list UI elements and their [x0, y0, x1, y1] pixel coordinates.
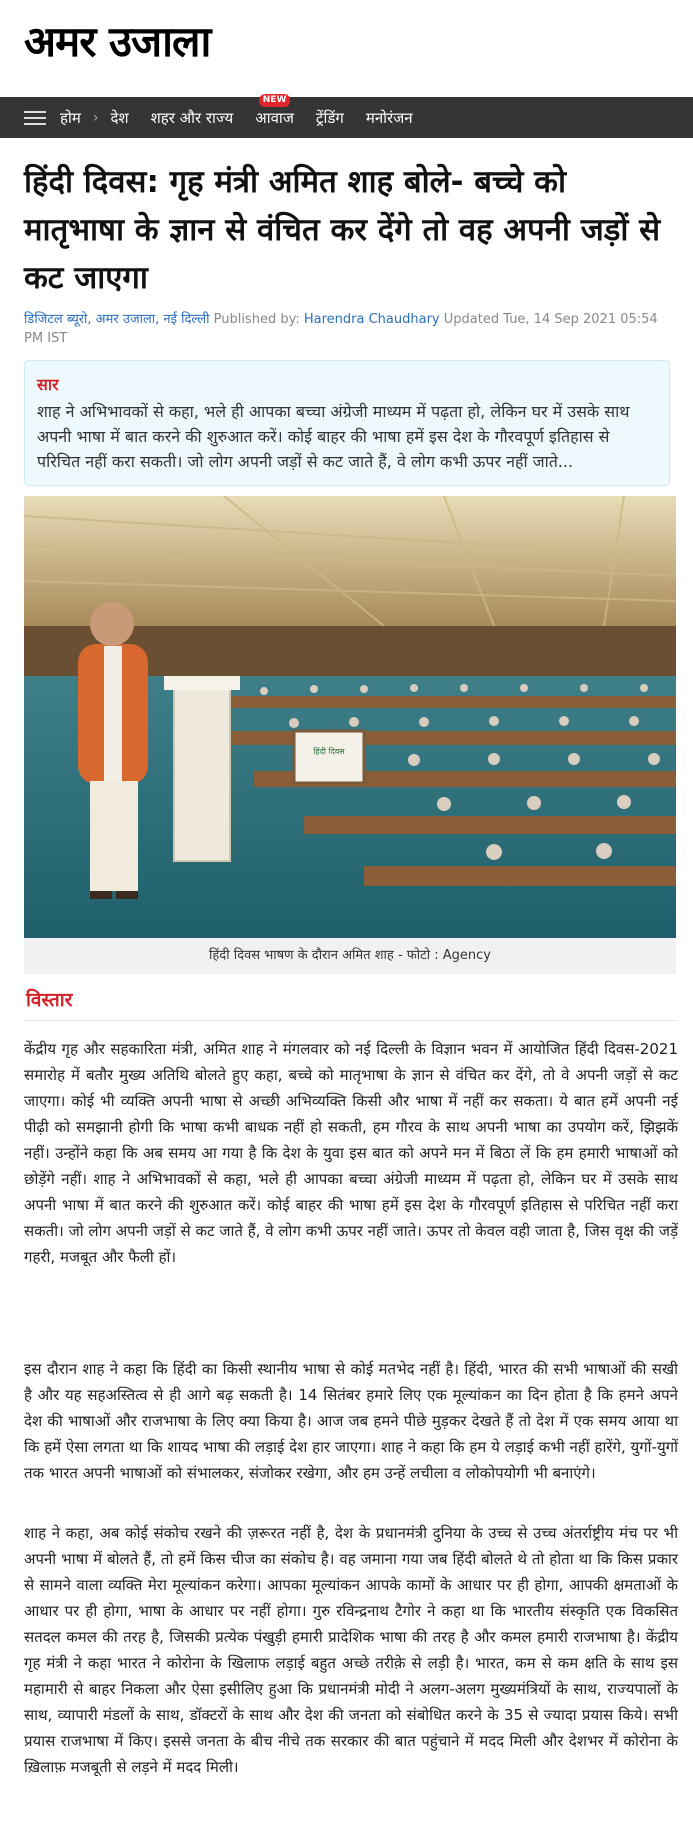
main-navbar [0, 94, 693, 138]
nav-trending[interactable]: ट्रेंडिंग [315, 108, 344, 127]
nav-awaaz[interactable] [255, 94, 294, 128]
nav-manoranjan[interactable]: मनोरंजन [365, 108, 413, 127]
nav-home[interactable]: होम [60, 108, 81, 127]
nav-awaaz-label: आवाज [255, 108, 294, 127]
article-headline: हिंदी दिवस: गृह मंत्री अमित शाह बोले- बच्चे को मातृभाषा के ज्ञान से वंचित कर देंगे तो वह अपनी जड़ों से कट जाएगा [24, 164, 661, 296]
article-photo[interactable] [24, 496, 676, 938]
summary-box [24, 360, 670, 486]
site-logo[interactable]: अमर उजाला [24, 17, 211, 66]
poster-text: हिंदी दिवस [313, 747, 345, 756]
updated-timestamp: Updated Tue, 14 Sep 2021 05:54 PM IST [24, 312, 658, 346]
details-heading: विस्तार [26, 989, 73, 1011]
nav-shahar-aur-rajya[interactable]: शहर और राज्य [150, 108, 234, 127]
nav-desh[interactable]: देश [110, 108, 129, 127]
bureau-link[interactable]: डिजिटल ब्यूरो, अमर उजाला, नई दिल्ली [24, 312, 210, 327]
author-link[interactable]: Harendra Chaudhary [303, 312, 440, 327]
image-caption: हिंदी दिवस भाषण के दौरान अमित शाह - फोटो : Agency [24, 938, 676, 974]
published-by-label: Published by: [213, 312, 300, 327]
menu-icon[interactable] [24, 111, 46, 125]
article-byline [24, 310, 664, 348]
summary-text: शाह ने अभिभावकों से कहा, भले ही आपका बच्चा अंग्रेजी माध्यम में पढ़ता हो, लेकिन घर में उसके साथ अपनी भाषा में बात करने की शुरुआत करें। कोई बाहर की भाषा हमें इस देश के गौरवपूर्ण इतिहास से परिचित नहीं करा सकती। जो लोग अपनी जड़ों से कट जाते हैं, वे लोग कभी ऊपर नहीं जाते... [37, 402, 630, 471]
article-paragraph-1: केंद्रीय गृह और सहकारिता मंत्री, अमित शाह ने मंगलवार को नई दिल्ली के विज्ञान भवन में आयोजित हिंदी दिवस-2021 समारोह में बतौर मुख्य अतिथि बोलते हुए कहा, बच्चे को मातृभाषा के ज्ञान से वंचित कर देंगे, तो वे अपनी जड़ों से कट जाएगा। कोई भी व्यक्ति अपनी भाषा से अच्छी अभिव्यक्ति किसी और भाषा में नहीं कर सकता। ये बात हमें अपनी नई पीढ़ी को समझानी होगी कि भाषा कभी बाधक नहीं हो सकती, हम गौरव के साथ अपनी भाषा का उपयोग करें, झिझकें नहीं। उन्होंने कहा कि अब समय आ गया है कि देश के युवा इस बात को अपने मन में बिठा लें कि हम हमारी भाषाओं को छोड़ेंगे नहीं। शाह ने अभिभावकों से कहा, भले ही आपका बच्चा अंग्रेजी माध्यम में पढ़ता हो, लेकिन घर में उसके साथ अपनी भाषा में बात करने की शुरुआत करें। कोई बाहर की भाषा हमें इस देश के गौरवपूर्ण इतिहास से परिचित नहीं करा सकती। जो लोग अपनी जड़ों से कट जाते हैं, वे लोग कभी ऊपर नहीं जाते। ऊपर तो केवल वही जाता है, जिस वृक्ष की जड़ें गहरी, मजबूत और फैली हों। [24, 1040, 678, 1266]
chevron-right-icon: › [92, 109, 99, 126]
summary-title: सार [37, 375, 59, 394]
divider [24, 1020, 676, 1021]
new-badge: NEW [259, 94, 291, 107]
article-paragraph-2: इस दौरान शाह ने कहा कि हिंदी का किसी स्थानीय भाषा से कोई मतभेद नहीं है। हिंदी, भारत की सभी भाषाओं की सखी है और यह सहअस्तित्व से ही आगे बढ़ सकती है। 14 सितंबर हमारे लिए एक मूल्यांकन का दिन होता है कि हमने अपने देश की भाषाओं और राजभाषा के लिए क्या किया है। आज जब हमने पीछे मुड़कर देखते हैं तो देश में एक समय आया था कि हमें ऐसा लगता था कि शायद भाषा की लड़ाई देश हार जाएगा। शाह ने कहा कि हम ये लड़ाई कभी नहीं हारेंगे, युगों-युगों तक भारत अपनी भाषाओं को संभालकर, संजोकर रखेगा, और हम उन्हें लचीला व लोकोपयोगी भी बनाएंगे। [24, 1360, 678, 1482]
auditorium-photo-illustration [24, 496, 676, 938]
article-paragraph-3: शाह ने कहा, अब कोई संकोच रखने की ज़रूरत नहीं है, देश के प्रधानमंत्री दुनिया के उच्च से उच्च अंतर्राष्ट्रीय मंच पर भी अपनी भाषा में बोलते हैं, तो हमें किस चीज का संकोच है। वह जमाना गया जब हिंदी बोलते थे तो होता था कि किस प्रकार से सामने वाला व्यक्ति मेरा मूल्यांकन करेगा। आपका मूल्यांकन आपके कामों के आधार पर ही होगा, आपकी क्षमताओं के आधार पर ही होगा, भाषा के आधार पर नहीं होगा। गुरु रविन्द्रनाथ टैगोर ने कहा था कि भारतीय संस्कृति एक विकसित सतदल कमल की तरह है, जिसकी प्रत्येक पंखुड़ी हमारी प्रादेशिक भाषा की तरह है और कमल हमारी राजभाषा है। केंद्रीय गृह मंत्री ने कहा भारत ने कोरोना के खिलाफ लड़ाई बहुत अच्छे तरीक़े से लड़ी है। भारत, कम से कम क्षति के साथ इस महामारी से बाहर निकला और ऐसा इसीलिए हुआ कि प्रधानमंत्री मोदी ने अलग-अलग मुख्यमंत्रियों के साथ, राज्यपालों के साथ, व्यापारी मंडलों के साथ, डॉक्टरों के साथ और देश की जनता को संबोधित करने के 35 से ज्यादा प्रयास किये। सभी प्रयास राजभाषा में किए। इससे जनता के बीच नीचे तक सरकार की बात पहुंचाने में मदद मिली और देशभर में कोरोना के ख़िलाफ़ मजबूती से लड़ने में मदद मिली। [24, 1524, 678, 1776]
